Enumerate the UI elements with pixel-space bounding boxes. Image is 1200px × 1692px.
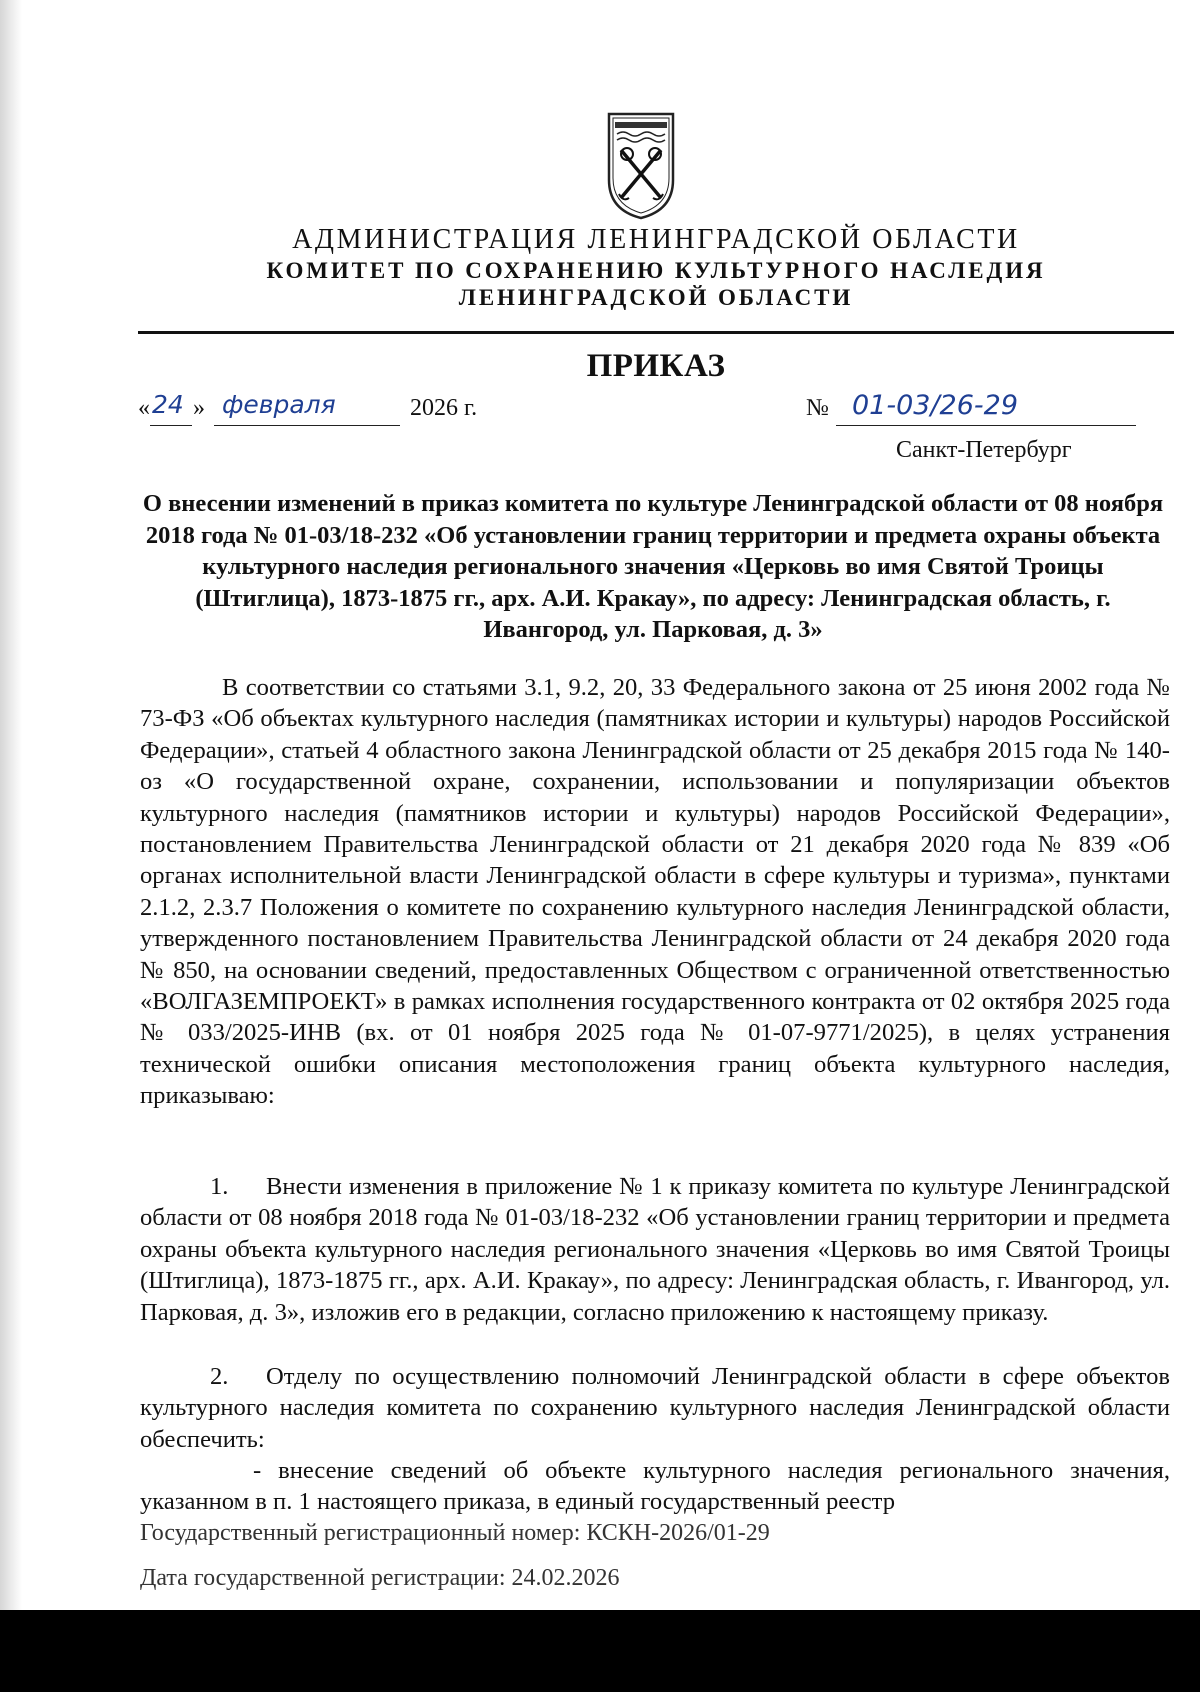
date-open-quote: « bbox=[138, 395, 150, 421]
scan-left-edge-shadow bbox=[0, 0, 22, 1692]
number-label: № bbox=[806, 395, 829, 421]
order-item-1 bbox=[140, 1171, 1170, 1328]
date-day-handwritten: 24 bbox=[152, 390, 184, 419]
coat-of-arms-icon bbox=[605, 110, 677, 222]
order-preamble: В соответствии со статьями 3.1, 9.2, 20, 33 Федерального закона от 25 июня 2002 года № 73-ФЗ «Об объектах культурного наследия (памятниках истории и культуры) народов Российской Федерации», статьей 4 областного закона Ленинградской области от 25 декабря 2015 года № 140-оз «О государственной охране, сохранении, использовании и популяризации объектов культурного наследия (памятников истории и культуры) народов Российской Федерации», постановлением Правительства Ленинградской области от 21 декабря 2020 года № 839 «Об органах исполнительной власти Ленинградской области в сфере культуры и туризма», пунктами 2.1.2, 2.3.7 Положения о комитете по сохранению культурного наследия Ленинградской области, утвержденного постановлением Правительства Ленинградской области от 24 декабря 2020 года № 850, на основании сведений, предоставленных Обществом с ограниченной ответственностью «ВОЛГАЗЕМПРОЕКТ» в рамках исполнения государственного контракта от 02 октября 2025 года № 033/2025-ИНВ (вх. от 01 ноября 2025 года № 01-07-9771/2025), в целях устранения технической ошибки описания местоположения границ объекта культурного наследия, приказываю: bbox=[140, 674, 1170, 1110]
city-name: Санкт-Петербург bbox=[896, 437, 1072, 463]
registration-number: Государственный регистрационный номер: КСКН-2026/01-29 bbox=[140, 1520, 770, 1546]
scan-bottom-black-band bbox=[0, 1610, 1200, 1692]
item-number: 2. bbox=[210, 1363, 229, 1390]
document-number-handwritten: 01-03/26-29 bbox=[852, 390, 1019, 421]
item-text: Внести изменения в приложение № 1 к приказу комитета по культуре Ленинградской области от 08 ноября 2018 года № 01-03/18-232 «Об установлении границ территории и предмета охраны объекта культурного наследия регионального значения «Церковь во имя Святой Троицы (Штиглица), 1873-1875 гг., арх. А.И. Кракау», по адресу: Ленинградская область, г. Ивангород, ул. Парковая, д. 3», изложив его в редакции, согласно приложению к настоящему приказу. bbox=[140, 1173, 1170, 1326]
item-text: Отделу по осуществлению полномочий Ленинградской области в сфере объектов культурного наследия комитета по сохранению культурного наследия Ленинградской области обеспечить: bbox=[140, 1363, 1170, 1453]
item-number: 1. bbox=[210, 1173, 229, 1200]
order-subject: О внесении изменений в приказ комитета по культуре Ленинградской области от 08 ноября 2018 года № 01-03/18-232 «Об установлении границ территории и предмета охраны объекта культурного наследия регионального значения «Церковь во имя Святой Троицы (Штиглица), 1873-1875 гг., арх. А.И. Кракау», по адресу: Ленинградская область, г. Ивангород, ул. Парковая, д. 3» bbox=[142, 490, 1164, 643]
date-year: 2026 г. bbox=[410, 395, 478, 421]
org-name-line-3: ЛЕНИНГРАДСКОЙ ОБЛАСТИ bbox=[458, 285, 854, 310]
document-number-underline bbox=[836, 425, 1136, 426]
order-subitem-dash: - внесение сведений об объекте культурного наследия регионального значения, указанном в п. 1 настоящего приказа, в единый государственный реестр bbox=[140, 1457, 1170, 1516]
date-day-underline bbox=[150, 425, 192, 426]
org-name-line-2: КОМИТЕТ ПО СОХРАНЕНИЮ КУЛЬТУРНОГО НАСЛЕДИЯ bbox=[266, 258, 1046, 283]
header-divider bbox=[138, 331, 1174, 334]
date-month-handwritten: февраля bbox=[222, 390, 336, 419]
date-month-underline bbox=[214, 425, 400, 426]
date-close-quote: » bbox=[193, 395, 205, 421]
registration-date: Дата государственной регистрации: 24.02.2026 bbox=[140, 1565, 620, 1591]
org-name-line-1: АДМИНИСТРАЦИЯ ЛЕНИНГРАДСКОЙ ОБЛАСТИ bbox=[292, 224, 1020, 255]
order-item-2 bbox=[140, 1361, 1170, 1455]
document-title: ПРИКАЗ bbox=[586, 348, 726, 384]
